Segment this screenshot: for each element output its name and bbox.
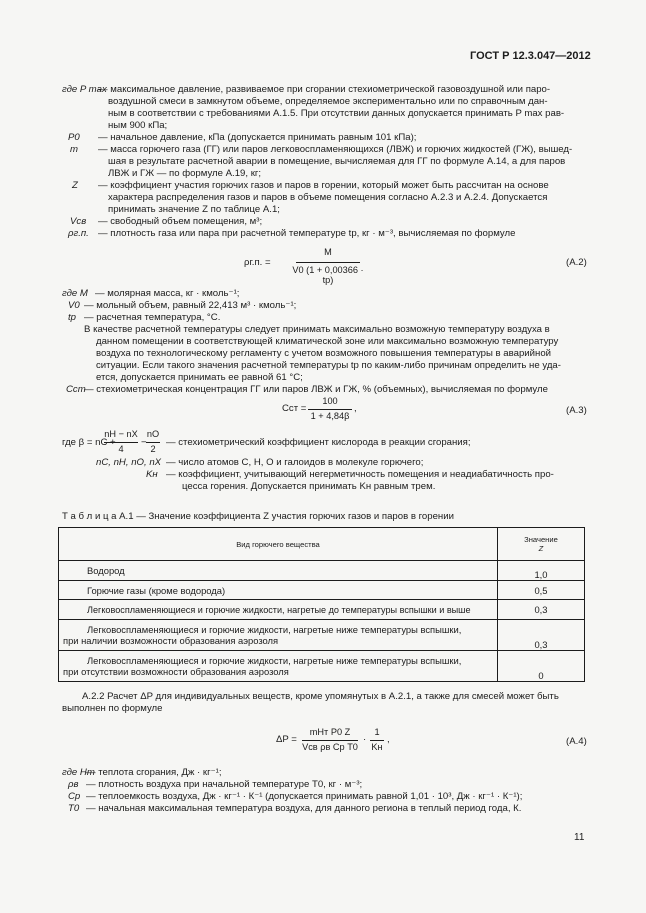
def-symbol: где P max [62,84,107,95]
def-line: — коэффициент, учитывающий негерметичность помещения и неадиабатичность про- [166,469,554,480]
table-cell-line: при отсутствии возможности образования аэрозоля [63,666,289,677]
fraction-bar [302,740,358,741]
table-cell-value: 0,3 [498,620,585,651]
table-cell-substance [59,651,498,682]
def-symbol: V0 [68,300,80,311]
eq-dot: · [363,734,367,745]
beta-minus: − [141,437,147,448]
def-symbol: Vсв [70,216,87,227]
page-number: 11 [574,832,585,843]
table-header-row [59,528,585,561]
table-cell-value: 1,0 [498,561,585,581]
def-line: — теплоемкость воздуха, Дж · кг⁻¹ · К⁻¹ (допускается принимать равной 1,01 · 10³, Дж · кг⁻¹ · К⁻¹); [86,791,523,802]
header-value-symbol: Z [538,544,544,553]
def-line: ным в соответствии с требованиями А.1.5. При отсутствии данных допускается принимать P max рав- [108,108,565,119]
def-line: — максимальное давление, развиваемое при сгорании стехиометрической газовоздушной или паро- [98,84,551,95]
paragraph-line: данном помещении в соответствующей климатической зоне или максимально возможную температуру [96,336,559,347]
def-line: — масса горючего газа (ГГ) или паров легковоспламеняющихся (ЛВЖ) и горючих жидкостей (ГЖ), вышед- [98,144,573,155]
table-cell-substance: Водород [59,561,498,581]
def-line: — плотность газа или пара при расчетной температуре tр, кг · м⁻³, вычисляемая по формуле [98,228,516,239]
def-line: — теплота сгорания, Дж · кг⁻¹; [86,767,222,778]
coefficient-table [58,527,585,682]
def-line: — начальное давление, кПа (допускается принимать равным 101 кПа); [98,132,417,143]
beta-numerator-2: nО [146,429,160,439]
eq-denominator: Kн [371,742,383,752]
def-symbol: tр [68,312,77,323]
equation-number: (А.2) [566,257,587,268]
def-line: — стехиометрический коэффициент кислорода в реакции сгорания; [166,437,471,448]
eq-tail: , [387,734,390,745]
def-line: ным 900 кПа; [108,120,168,131]
beta-numerator-1: nН − nХ [104,429,138,439]
table-cell-substance: Горючие газы (кроме водорода) [59,581,498,600]
fraction-bar [146,442,160,443]
table-cell-line: Легковоспламеняющиеся и горючие жидкости, нагретые ниже температуры вспышки, [87,655,462,666]
paragraph-line: воздуха по технологическому регламенту с учетом возможного повышения температуры в аварийной [96,348,552,359]
paragraph-line: ется, допускается принимать ее равной 61 °С; [96,372,303,383]
table-header-substance: Вид горючего вещества [59,528,498,561]
def-line: ЛВЖ и ГЖ — по формуле А.19, кг; [108,168,262,179]
table-cell-value: 0,3 [498,600,585,620]
table-caption: Т а б л и ц а А.1 — Значение коэффициента Z участия горючих газов и паров в горении [62,511,454,522]
def-symbol: nС, nН, nО, nХ [96,457,162,468]
table-cell-value: 0,5 [498,581,585,600]
def-line: — стехиометрическая концентрация ГГ или паров ЛВЖ и ГЖ, % (объемных), вычисляемая по формуле [84,384,548,395]
fraction-bar [104,442,138,443]
def-line: цесса горения. Допускается принимать Kн равным трем. [182,481,436,492]
table-row [59,561,585,581]
def-line: шая в результате расчетной аварии в помещение, вычисляемая для ГГ по формуле А.14, а для паров [108,156,566,167]
def-symbol: Kн [146,469,158,480]
paragraph-line: В качестве расчетной температуры следует принимать максимально возможную температуру воздуха в [84,324,550,335]
standard-header: ГОСТ Р 12.3.047—2012 [470,50,591,62]
def-symbol: Z [72,180,78,191]
def-line: — начальная максимальная температура воздуха, для данного региона в теплый период года, К. [86,803,522,814]
eq-numerator: 100 [322,396,338,406]
fraction-bar [296,262,360,263]
table-row [59,651,585,682]
def-symbol: Cст [66,384,86,395]
fraction-bar [308,409,352,410]
def-symbol: m [70,144,78,155]
eq-numerator: 1 [374,727,380,737]
fraction-bar [370,740,384,741]
def-symbol: ρв [68,779,79,790]
table-cell-substance: Легковоспламеняющиеся и горючие жидкости, нагретые до температуры вспышки и выше [59,600,498,620]
equation-number: (А.3) [566,405,587,416]
eq-denominator: Vсв ρв Cр T0 [302,742,358,752]
def-line: — свободный объем помещения, м³; [98,216,263,227]
table-cell-line: Легковоспламеняющиеся и горючие жидкости, нагретые ниже температуры вспышки, [87,624,462,635]
def-line: — коэффициент участия горючих газов и паров в горении, который может быть рассчитан на основе [98,180,549,191]
beta-denominator-2: 2 [150,444,156,454]
table-row [59,620,585,651]
def-line: воздушной смеси в замкнутом объеме, определяемое экспериментально или по справочным дан- [108,96,548,107]
def-symbol: Cр [68,791,81,802]
def-symbol: T0 [68,803,80,814]
def-symbol: где Hт [62,767,95,778]
def-line: — число атомов С, Н, О и галоидов в молекуле горючего; [166,457,424,468]
eq-lhs: Cст = [282,403,307,414]
eq-lhs: ΔP = [276,734,297,745]
eq-tail: , [354,403,357,414]
def-line: — молярная масса, кг · кмоль⁻¹; [95,288,240,299]
header-value-label: Значение [524,535,558,544]
beta-denominator-1: 4 [118,444,124,454]
table-header-value [498,528,585,561]
def-symbol: ρг.п. [68,228,89,239]
beta-lhs: где β = nС + [62,437,116,448]
eq-numerator: mHт P0 Z [309,727,351,737]
paragraph-line: выполнен по формуле [62,703,163,714]
eq-denominator: V0 (1 + 0,00366 · tр) [292,265,364,285]
eq-denominator: 1 + 4,84β [310,411,350,421]
def-line: — плотность воздуха при начальной температуре T0, кг · м⁻³; [86,779,363,790]
def-line: характера распределения газов и паров в объеме помещения согласно А.2.3 и А.2.4. Допускается [108,192,548,203]
table-cell-substance [59,620,498,651]
eq-numerator: M [324,247,332,257]
def-line: — мольный объем, равный 22,413 м³ · кмоль⁻¹; [84,300,297,311]
def-symbol: где M [62,288,88,299]
def-line: принимать значение Z по таблице А.1; [108,204,280,215]
table-row [59,600,585,620]
paragraph-line: А.2.2 Расчет ΔP для индивидуальных веществ, кроме упомянутых в А.2.1, а также для смесей может быть [82,691,559,702]
eq-lhs: ρг.п. = [244,257,271,268]
table-row [59,581,585,600]
equation-number: (А.4) [566,736,587,747]
paragraph-line: ситуации. Если такого значения расчетной температуры tр по каким-либо причинам определить не уда- [96,360,561,371]
table-cell-value: 0 [498,651,585,682]
def-symbol: P0 [68,132,80,143]
table-cell-line: при наличии возможности образования аэрозоля [63,635,279,646]
def-line: — расчетная температура, °С. [84,312,221,323]
